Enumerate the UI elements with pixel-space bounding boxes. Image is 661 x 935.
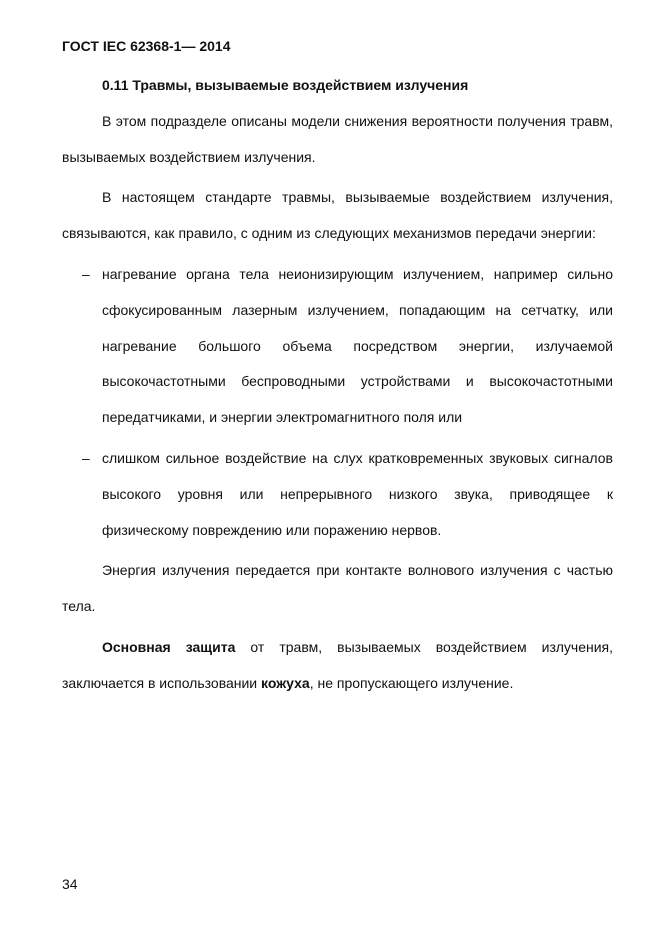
paragraph-mechanisms: В настоящем стандарте травмы, вызываемые воздействием излучения, связываются, как правило, с одним из следующих механизмов передачи энергии: — [62, 189, 613, 242]
section-heading: 0.11 Травмы, вызываемые воздействием излучения — [102, 77, 469, 93]
paragraph-basic-protection — [62, 630, 613, 702]
term-enclosure: кожуха — [261, 674, 310, 691]
list-item-text: слишком сильное воздействие на слух кратковременных звуковых сигналов высокого уровня или непрерывного низкого звука, приводящее к физическому повреждению или поражению нервов. — [102, 449, 613, 538]
page-number: 34 — [62, 876, 78, 892]
mechanism-list — [62, 257, 613, 548]
paragraph-text-end: , не пропускающего излучение. — [309, 674, 514, 691]
document-body — [62, 68, 613, 707]
term-basic-protection: Основная защита — [102, 638, 236, 655]
document-header: ГОСТ IEC 62368-1― 2014 — [62, 38, 231, 54]
paragraph-intro: В этом подразделе описаны модели снижения вероятности получения травм, вызываемых воздействием излучения. — [62, 112, 613, 165]
list-item-text: нагревание органа тела неионизирующим излучением, например сильно сфокусированным лазерным излучением, попадающим на сетчатку, или нагревание большого объема посредством энергии, излучаемой высокочастотными беспроводными устройствами и высокочастотными передатчиками, и энергии электромагнитного поля или — [102, 265, 613, 426]
list-item — [62, 257, 613, 436]
paragraph-energy-transfer: Энергия излучения передается при контакте волнового излучения с частью тела. — [62, 562, 613, 615]
paragraph-text: от травм, вызываемых воздействием излучения, заключается в использовании — [62, 638, 614, 691]
list-item — [62, 441, 613, 548]
list-dash: – — [82, 449, 90, 466]
list-dash: – — [82, 265, 90, 282]
